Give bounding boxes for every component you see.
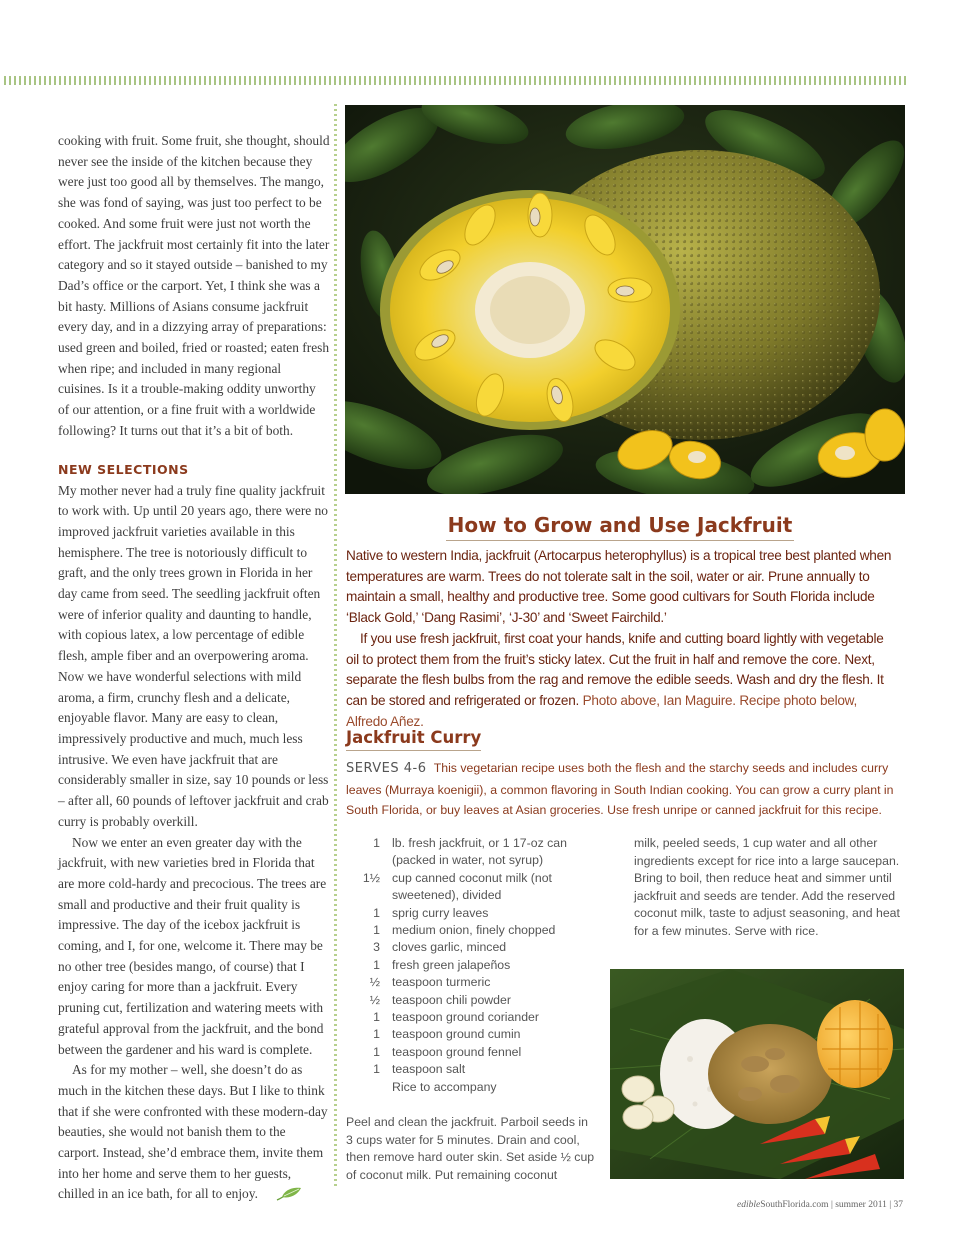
ingredient-qty: 1½	[362, 870, 380, 885]
page-footer	[737, 1200, 903, 1210]
footer-site-italic: edible	[736, 1200, 761, 1210]
ingredient-qty: 3	[373, 940, 380, 955]
article-left-column	[58, 131, 330, 1208]
footer-issue: | summer 2011 | 37	[828, 1200, 903, 1210]
recipe-intro	[346, 758, 902, 821]
ingredient-qty: 1	[373, 1044, 380, 1059]
recipe-intro-text: This vegetarian recipe uses both the flesh and the starchy seeds and includes curry leaves (Murraya koenigii), a common flavoring in South Indian cooking. You can grow a curry plant in South Florida, or buy leaves at Asian groceries. Use fresh unripe or canned jackfruit for this recipe.	[346, 761, 894, 817]
ingredient-list	[346, 835, 604, 1096]
ingredient-qty: 1	[373, 1027, 380, 1042]
curry-photo	[610, 969, 904, 1179]
ingredient-text: teaspoon ground coriander	[392, 1010, 539, 1025]
ingredient-text: fresh green jalapeños	[392, 957, 511, 972]
ingredient-qty: ½	[369, 992, 380, 1007]
ingredient-qty: ½	[369, 975, 380, 990]
ingredient-row	[346, 1044, 604, 1061]
ingredient-text: teaspoon chili powder	[392, 992, 511, 1007]
ingredient-text: medium onion, finely chopped	[392, 923, 556, 938]
ingredient-row	[346, 922, 604, 939]
ingredient-row	[346, 939, 604, 956]
ingredient-row	[346, 1026, 604, 1043]
article-paragraph-final	[58, 1060, 330, 1208]
ingredient-text: teaspoon ground fennel	[392, 1044, 522, 1059]
grow-box-text	[346, 546, 898, 732]
grow-box-title	[346, 513, 894, 541]
grow-paragraph-2-text: If you use fresh jackfruit, first coat your hands, knife and cutting board lightly with vegetable oil to protect them from the fruit’s sticky latex. Cut the fruit in half and remove the core. Next, separate the flesh bulbs from the rag and remove the edible seeds. Wash and dry the flesh. It can be stored and refrigerated or frozen.	[346, 630, 884, 708]
footer-site: SouthFlorida.com	[760, 1200, 829, 1210]
ingredient-text: cloves garlic, minced	[392, 940, 507, 955]
article-paragraph: cooking with fruit. Some fruit, she thought, should never see the inside of the kitchen because they were just too good all by themselves. The mango, she was fond of saying, was just too perfect to be cooked. And some fruit were just not worth the effort. The jackfruit most certainly fit into the later category and so it stayed outside – banished to my Dad’s office or the carport. Yet, I think she was a bit hasty. Millions of Asians consume jackfruit every day, and in a dizzying array of preparations: used green and boiled, fried or roasted; eaten fresh when ripe; and included in many regional cuisines. Is it a trouble-making oddity unworthy of our attention, or a fine fruit with a worldwide following? It turns out that it’s a bit of both.	[58, 133, 330, 438]
article-paragraph: Now we enter an even greater day with the jackfruit, with new varieties bred in Florida that are more cold-hardy and precocious. The trees are small and productive and their fruit quality is impressive. The day of the icebox jackfruit is coming, and I, for one, welcome it. There may be no other tree (besides mango, of course) that I enjoy caring for more than a jackfruit. Every pruning cut, fertilization and watering meets with grateful approval from the jackfruit, and the bond between the gardener and his ward is complete.	[58, 834, 327, 1057]
column-divider	[334, 104, 337, 1188]
ingredient-qty: 1	[373, 836, 380, 850]
recipe-method-part-2: milk, peeled seeds, 1 cup water and all other ingredients except for rice into a large saucepan. Bring to boil, then reduce heat and simmer until jackfruit and seeds are tender. Add the reserved coconut milk, taste to adjust seasoning, and heat for a few minutes. Serve with rice.	[634, 836, 900, 938]
ingredient-text: teaspoon turmeric	[392, 975, 491, 990]
ingredient-qty: 1	[373, 923, 380, 938]
recipe-title: Jackfruit Curry	[346, 728, 481, 751]
article-paragraph: My mother never had a truly fine quality jackfruit to work with. Up until 20 years ago, there were no improved jackfruit varieties available in this hemisphere. The tree is notoriously difficult to graft, and the only trees grown in Florida in her day came from seed. The seedling jackfruit often were of inferior quality and daunting to handle, with copious latex, a low percentage of edible flesh, ample fiber and an overpowering aroma. Now we have wonderful selections with mild aroma, a firm, crunchy flesh and a delicate, enjoyable flavor. Many are easy to clean, impressively productive and much, much less intrusive. We even have jackfruit that are considerably smaller in size, say 10 pounds or less – after all, 60 pounds of leftover jackfruit and crab curry is probably overkill.	[58, 482, 329, 829]
grow-paragraph-2	[346, 629, 898, 733]
ingredient-row	[346, 1079, 604, 1096]
ingredient-qty	[346, 1079, 392, 1096]
ingredient-text: teaspoon salt	[392, 1062, 466, 1077]
grow-box-title-text: How to Grow and Use Jackfruit	[446, 513, 795, 541]
ingredient-qty: 1	[373, 1062, 380, 1077]
ingredient-row	[346, 870, 604, 905]
ingredient-text: teaspoon ground cumin	[392, 1027, 521, 1042]
jackfruit-photo	[345, 105, 905, 494]
ingredient-row	[346, 992, 604, 1009]
ingredient-qty: 1	[373, 905, 380, 920]
ingredient-row	[346, 957, 604, 974]
ingredient-text: cup canned coconut milk (not sweetened), divided	[392, 870, 552, 903]
ingredient-text: lb. fresh jackfruit, or 1 17-oz can (packed in water, not syrup)	[392, 836, 567, 868]
ingredient-text: sprig curry leaves	[392, 905, 489, 920]
ingredient-qty: 1	[373, 957, 380, 972]
ingredient-row	[346, 1061, 604, 1078]
recipe-serves: SERVES 4-6	[346, 761, 427, 776]
ingredient-row	[346, 835, 604, 870]
ingredient-row	[346, 1009, 604, 1026]
leaf-end-icon	[262, 1187, 302, 1208]
grow-paragraph: Native to western India, jackfruit (Artocarpus heterophyllus) is a tropical tree best planted when temperatures are warm. Trees do not tolerate salt in the soil, water or air. Prune annually to maintain a small, healthy and productive tree. Some good cultivars for South Florida include ‘Black Gold,’ ‘Dang Rasimi’, ‘J-30’ and ‘Sweet Fairchild.’	[346, 548, 892, 626]
section-heading: NEW SELECTIONS	[58, 461, 189, 477]
photo-credit: Photo above, Ian Maguire. Recipe photo below, Alfredo Añez.	[346, 692, 858, 729]
ingredient-qty: 1	[373, 1010, 380, 1025]
ingredient-text: Rice to accompany	[392, 1079, 497, 1094]
ingredient-row	[346, 905, 604, 922]
recipe-method-part-1: Peel and clean the jackfruit. Parboil seeds in 3 cups water for 5 minutes. Drain and cool, then remove hard outer skin. Set aside ½ cup of coconut milk. Put remaining coconut	[346, 1115, 595, 1182]
decorative-stripe	[4, 76, 906, 85]
ingredient-row	[346, 974, 604, 991]
article-paragraph-text: As for my mother – well, she doesn’t do as much in the kitchen these days. But I like to think that if she were confronted with these modern-day beauties, she would not banish them to the carport. Instead, she’d embrace them, invite them into her home and serve them to her guests, chilled in an ice bath, for all to enjoy.	[58, 1062, 328, 1202]
